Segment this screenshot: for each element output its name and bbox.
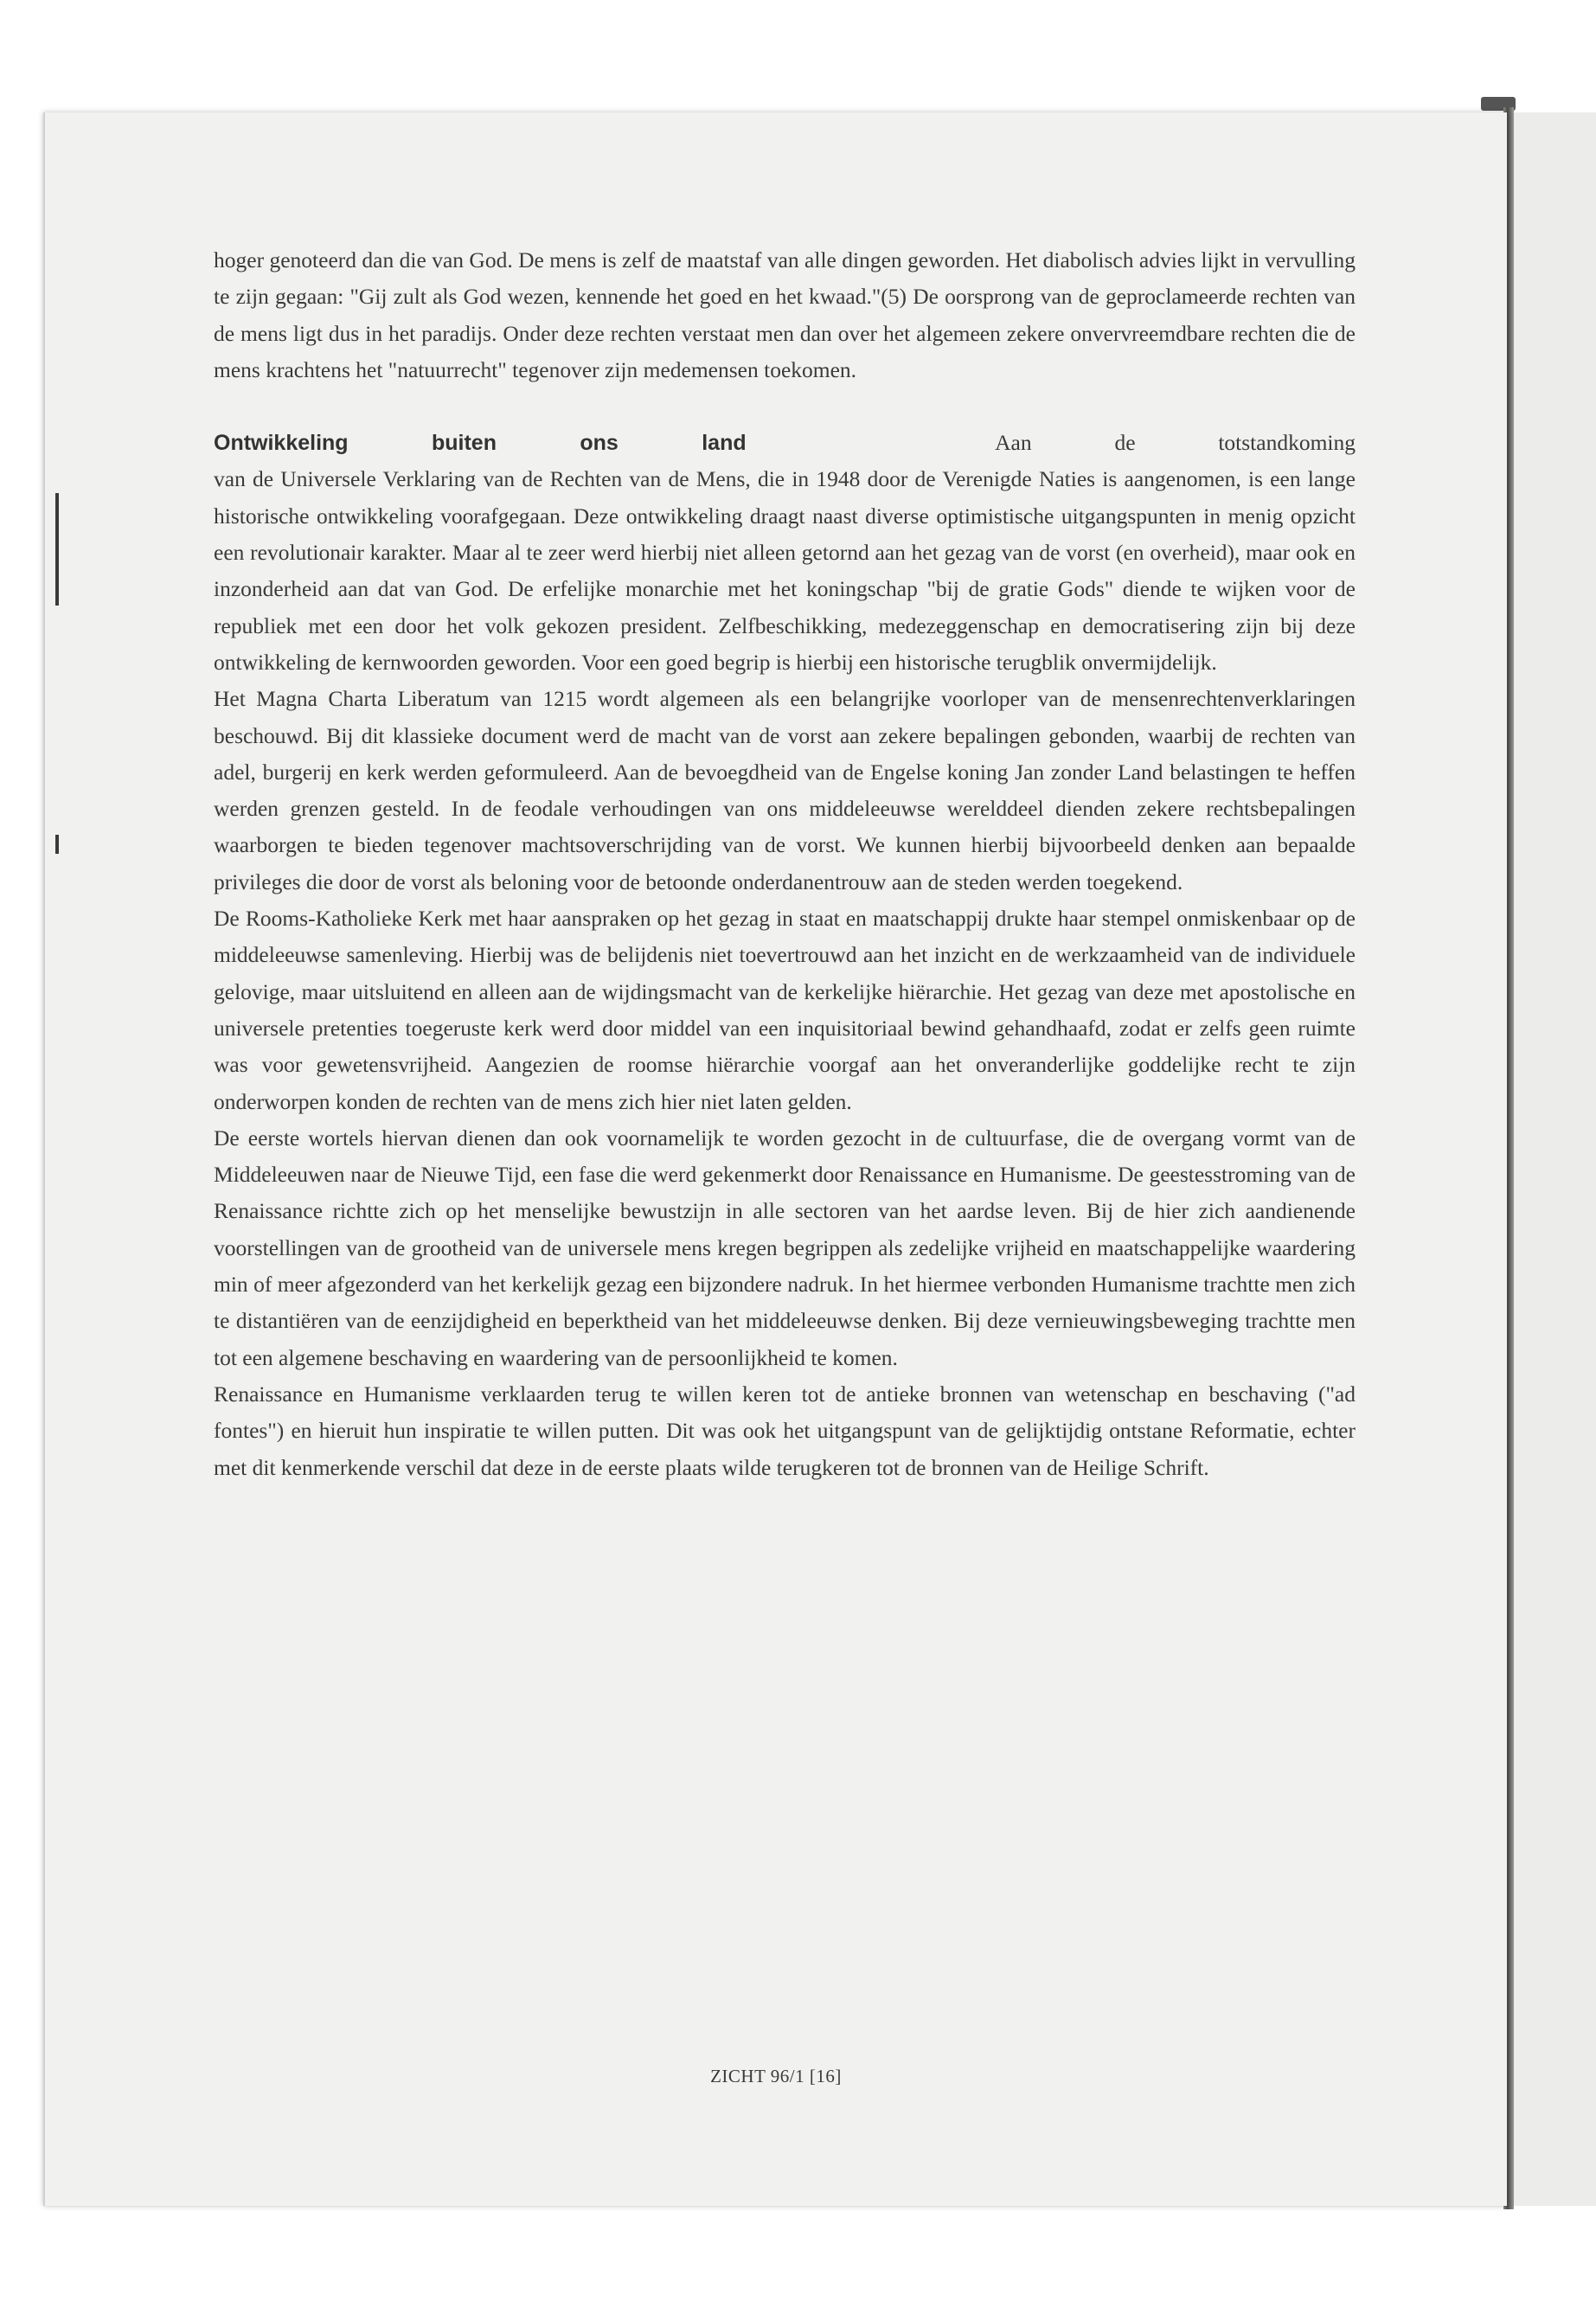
intro-paragraph: hoger genoteerd dan die van God. De mens is zelf de maatstaf van alle dingen geworden. Het diabolisch advies lijkt in vervulling te zijn gegaan: "Gij zult als God wezen, kennende het goed en het kwaad."(5) De oorsprong van de geproclameerde rechten van de mens ligt dus in het paradijs. Onder deze rechten verstaat men dan over het algemeen zekere onvervreemdbare rechten die de mens krachtens het "natuurrecht" tegenover zijn medemensen toekomen.	[214, 247, 1356, 382]
margin-mark	[55, 493, 59, 606]
adjacent-page-edge	[1514, 112, 1596, 2206]
page-footer: ZICHT 96/1 [16]	[710, 2066, 842, 2086]
article-body	[214, 242, 1356, 1486]
body-paragraph: De Rooms-Katholieke Kerk met haar aanspraken op het gezag in staat en maatschappij drukte haar stempel onmiskenbaar op de middeleeuwse samenleving. Hierbij was de belijdenis niet toevertrouwd aan het inzicht en de werkzaamheid van de individuele gelovige, maar uitsluitend en alleen aan de wijdingsmacht van de kerkelijke hiërarchie. Het gezag van deze met apostolische en universele pretenties toegeruste kerk werd door middel van een inquisitoriaal bewind gehandhaafd, zodat er zelfs geen ruimte was voor gewetensvrijheid. Aangezien de roomse hiërarchie voorgaf aan het onveranderlijke goddelijke recht te zijn onderworpen konden de rechten van de mens zich hier niet laten gelden.	[214, 906, 1356, 1114]
margin-mark	[55, 835, 59, 854]
section-first-paragraph: van de Universele Verklaring van de Rechten van de Mens, die in 1948 door de Verenigde Naties is aangenomen, is een lange historische ontwikkeling voorafgegaan. Deze ontwikkeling draagt naast diverse optimistische uitgangspunten in menig opzicht een revolutionair karakter. Maar al te zeer werd hierbij niet alleen getornd aan het gezag van de vorst (en overheid), maar ook en inzonderheid aan dat van God. De erfelijke monarchie met het koningschap "bij de gratie Gods" diende te wijken voor de republiek met een door het volk gekozen president. Zelfbeschikking, medezeggenschap en democratisering zijn bij deze ontwikkeling de kernwoorden geworden. Voor een goed begrip is hierbij een historische terugblik onvermijdelijk.	[214, 466, 1356, 675]
section-heading: Ontwikkeling buiten ons land	[214, 431, 747, 456]
section-ontwikkeling	[214, 425, 1356, 681]
body-paragraph: Renaissance en Humanisme verklaarden terug te willen keren tot de antieke bronnen van wetenschap en beschaving ("ad fontes") en hieruit hun inspiratie te willen putten. Dit was ook het uitgangspunt van de gelijktijdig ontstane Reformatie, echter met dit kenmerkende verschil dat deze in de eerste plaats wilde terugkeren tot de bronnen van de Heilige Schrift.	[214, 1381, 1356, 1480]
section-heading-line	[214, 425, 1356, 461]
section-lead-in: Aan de totstandkoming	[995, 430, 1356, 456]
body-paragraph: De eerste wortels hiervan dienen dan ook voornamelijk te worden gezocht in de cultuurfase, die de overgang vormt van de Middeleeuwen naar de Nieuwe Tijd, een fase die werd gekenmerkt door Renaissance en Humanisme. De geestesstroming van de Renaissance richtte zich op het menselijke bewustzijn in alle sectoren van het aardse leven. Bij de hier zich aandienende voorstellingen van de grootheid van de universele mens kregen begrippen als zedelijke vrijheid en maatschappelijke waardering min of meer afgezonderd van het kerkelijk gezag een bijzondere nadruk. In het hiermee verbonden Humanisme trachtte men zich te distantiëren van de eenzijdigheid en beperktheid van het middeleeuwse denken. Bij deze vernieuwingsbeweging trachtte men tot een algemene beschaving en waardering van de persoonlijkheid te komen.	[214, 1125, 1356, 1370]
body-paragraph: Het Magna Charta Liberatum van 1215 wordt algemeen als een belangrijke voorloper van de mensenrechtenverklaringen beschouwd. Bij dit klassieke document werd de macht van de vorst aan zekere bepalingen gebonden, waarbij de rechten van adel, burgerij en kerk werden geformuleerd. Aan de bevoegdheid van de Engelse koning Jan zonder Land belastingen te heffen werden grenzen gesteld. In de feodale verhoudingen van ons middeleeuwse werelddeel dienden zekere rechtsbepalingen waarborgen te bieden tegenover machtsoverschrijding van de vorst. We kunnen hierbij bijvoorbeeld denken aan bepaalde privileges die door de vorst als beloning voor de betoonde onderdanentrouw aan de steden werden toegekend.	[214, 686, 1356, 894]
